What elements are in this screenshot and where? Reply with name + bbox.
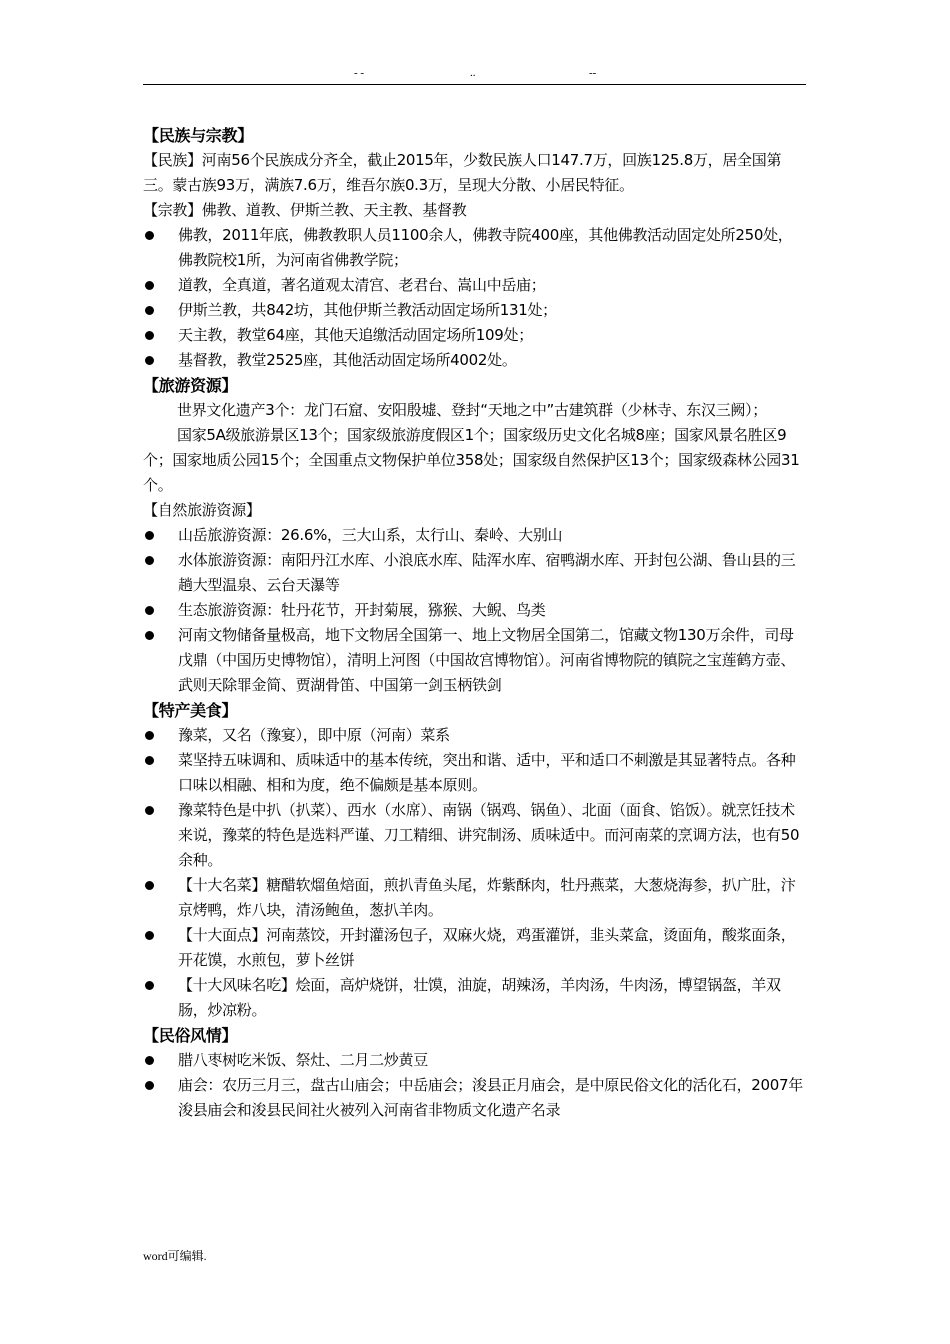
heading-local-food: 【特产美食】 bbox=[143, 701, 238, 720]
list-item: 【十大名菜】糖醋软熘鱼焙面，煎扒青鱼头尾，炸紫酥肉，牡丹燕菜，大葱烧海参，扒广肚，汴京烤鸭，炸八块，清汤鲍鱼，葱扒羊肉。 bbox=[143, 873, 806, 923]
heading-folk-customs: 【民俗风情】 bbox=[143, 1026, 238, 1045]
list-item: 豫菜，又名（豫宴），即中原（河南）菜系 bbox=[143, 723, 806, 748]
document-body bbox=[143, 123, 806, 1123]
paragraph-religion-intro: 【宗教】佛教、道教、伊斯兰教、天主教、基督教 bbox=[143, 201, 467, 219]
list-item: 天主教，教堂64座，其他天追缴活动固定场所109处； bbox=[143, 323, 806, 348]
food-list bbox=[143, 723, 806, 1023]
subheading-natural-tourism: 【自然旅游资源】 bbox=[143, 501, 261, 519]
list-item: 水体旅游资源：南阳丹江水库、小浪底水库、陆浑水库、宿鸭湖水库、开封包公湖、鲁山县的三趟大型温泉、云台天瀑等 bbox=[143, 548, 806, 598]
customs-list bbox=[143, 1048, 806, 1123]
heading-ethnic-religion: 【民族与宗教】 bbox=[143, 126, 253, 145]
list-item: 腊八枣树吃米饭、祭灶、二月二炒黄豆 bbox=[143, 1048, 806, 1073]
list-item: 道教，全真道，著名道观太清宫、老君台、嵩山中岳庙； bbox=[143, 273, 806, 298]
heading-tourism: 【旅游资源】 bbox=[143, 376, 238, 395]
list-item: 【十大面点】河南蒸饺，开封灌汤包子，双麻火烧，鸡蛋灌饼，韭头菜盒，烫面角，酸浆面条，开花馍，水煎包，萝卜丝饼 bbox=[143, 923, 806, 973]
list-item: 豫菜特色是中扒（扒菜）、西水（水席）、南锅（锅鸡、锅鱼）、北面（面食、馅饭）。就烹饪技术来说，豫菜的特色是选料严谨、刀工精细、讲究制汤、质味适中。而河南菜的烹调方法，也有50余种。 bbox=[143, 798, 806, 873]
list-item: 基督教，教堂2525座，其他活动固定场所4002处。 bbox=[143, 348, 806, 373]
list-item: 河南文物储备量极高，地下文物居全国第一、地上文物居全国第二，馆藏文物130万余件，司母戊鼎（中国历史博物馆），清明上河图（中国故宫博物馆）。河南省博物院的镇院之宝莲鹤方壶、武则天除罪金简、贾湖骨笛、中国第一剑玉柄铁剑 bbox=[143, 623, 806, 698]
religion-list bbox=[143, 223, 806, 373]
page-footer: word可编辑. bbox=[143, 1249, 207, 1263]
list-item: 【十大风味名吃】烩面，高炉烧饼，壮馍，油旋，胡辣汤，羊肉汤，牛肉汤，博望锅盔，羊双肠，炒凉粉。 bbox=[143, 973, 806, 1023]
header-middle-text: .. bbox=[470, 67, 476, 79]
paragraph-national-sites: 国家5A级旅游景区13个；国家级旅游度假区1个；国家级历史文化名城8座；国家风景名胜区9个；国家地质公园15个；全国重点文物保护单位358处；国家级自然保护区13个；国家级森林公园31个。 bbox=[143, 426, 800, 494]
paragraph-ethnic-groups: 【民族】河南56个民族成分齐全，截止2015年，少数民族人口147.7万，回族125.8万，居全国第三。蒙古族93万，满族7.6万，维吾尔族0.3万，呈现大分散、小居民特征。 bbox=[143, 151, 782, 194]
paragraph-world-heritage: 世界文化遗产3个：龙门石窟、安阳殷墟、登封“天地之中”古建筑群（少林寺、东汉三阙）； bbox=[177, 401, 767, 419]
list-item: 生态旅游资源：牡丹花节，开封菊展，猕猴、大鲵、鸟类 bbox=[143, 598, 806, 623]
tourism-list bbox=[143, 523, 806, 698]
list-item: 佛教，2011年底，佛教教职人员1100余人，佛教寺院400座，其他佛教活动固定处所250处，佛教院校1所，为河南省佛教学院； bbox=[143, 223, 806, 273]
list-item: 伊斯兰教，共842坊，其他伊斯兰教活动固定场所131处； bbox=[143, 298, 806, 323]
list-item: 庙会：农历三月三，盘古山庙会；中岳庙会；浚县正月庙会，是中原民俗文化的活化石，2007年浚县庙会和浚县民间社火被列入河南省非物质文化遗产名录 bbox=[143, 1073, 806, 1123]
list-item: 菜坚持五味调和、质味适中的基本传统，突出和谐、适中，平和适口不刺激是其显著特点。各种口味以相融、相和为度，绝不偏颇是基本原则。 bbox=[143, 748, 806, 798]
header-left-text: - - bbox=[354, 67, 365, 79]
header-right-text: -- bbox=[589, 67, 597, 79]
list-item: 山岳旅游资源：26.6%，三大山系，太行山、秦岭、大别山 bbox=[143, 523, 806, 548]
page-header bbox=[143, 64, 806, 85]
